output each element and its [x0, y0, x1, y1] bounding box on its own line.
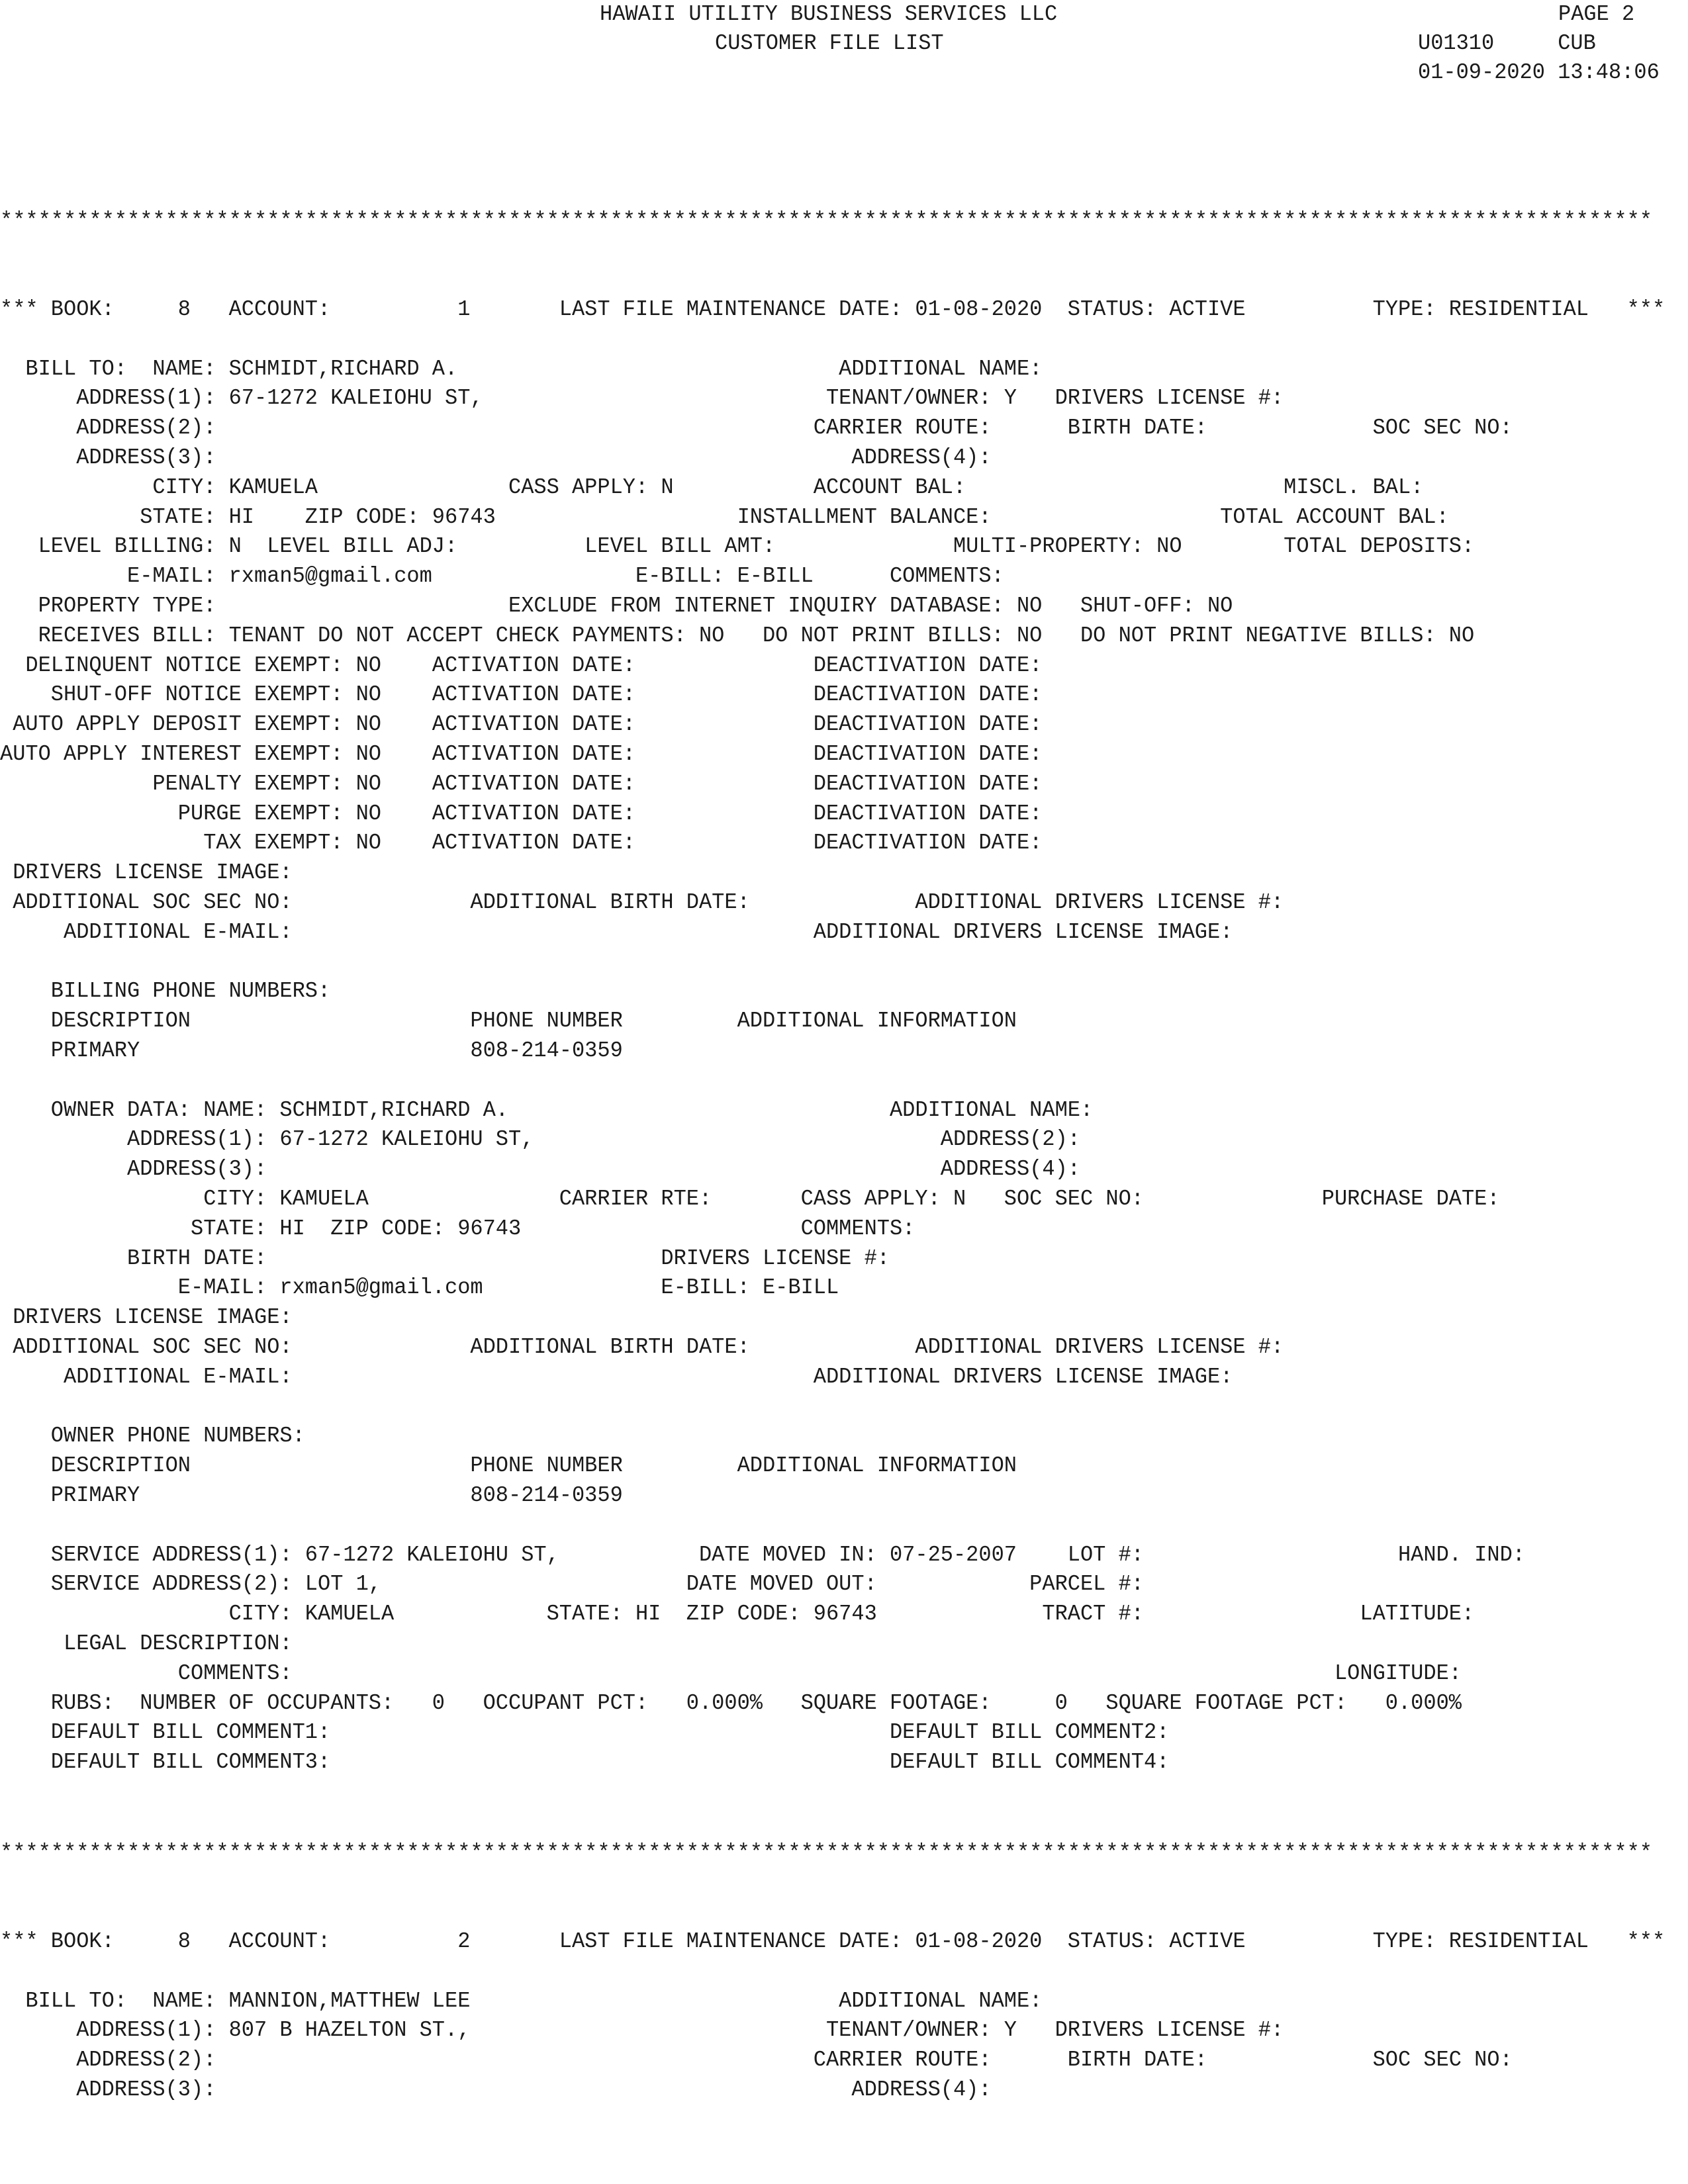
record-line: RECEIVES BILL: TENANT DO NOT ACCEPT CHECK PAYMENTS: NO DO NOT PRINT BILLS: NO DO NOT PRINT NEGATIVE BILLS: NO [0, 623, 1475, 648]
record-line: COMMENTS: LONGITUDE: [0, 1661, 1462, 1686]
record-line: STATE: HI ZIP CODE: 96743 COMMENTS: [0, 1216, 915, 1241]
record-line: ADDITIONAL E-MAIL: ADDITIONAL DRIVERS LICENSE IMAGE: [0, 1364, 1233, 1389]
record-line: ADDITIONAL E-MAIL: ADDITIONAL DRIVERS LICENSE IMAGE: [0, 919, 1233, 944]
record-line: ADDRESS(3): ADDRESS(4): [0, 1157, 1080, 1182]
record-line: AUTO APPLY INTEREST EXEMPT: NO ACTIVATION DATE: DEACTIVATION DATE: [0, 742, 1043, 766]
record-line: PURGE EXEMPT: NO ACTIVATION DATE: DEACTIVATION DATE: [0, 801, 1043, 826]
record-line: DRIVERS LICENSE IMAGE: [0, 860, 293, 886]
record-line: BILL TO: NAME: SCHMIDT,RICHARD A. ADDITIONAL NAME: [0, 356, 1043, 381]
record-line: ADDRESS(2): CARRIER ROUTE: BIRTH DATE: SOC SEC NO: [0, 416, 1513, 441]
company-name: HAWAII UTILITY BUSINESS SERVICES LLC [600, 2, 1058, 26]
record-line: AUTO APPLY DEPOSIT EXEMPT: NO ACTIVATION DATE: DEACTIVATION DATE: [0, 712, 1043, 737]
record-line: DEFAULT BILL COMMENT1: DEFAULT BILL COMMENT2: [0, 1720, 1170, 1745]
record-line: BILL TO: NAME: MANNION,MATTHEW LEE ADDITIONAL NAME: [0, 1988, 1043, 2013]
record-line: BIRTH DATE: DRIVERS LICENSE #: [0, 1246, 890, 1271]
record-header-line: *** BOOK: 8 ACCOUNT: 2 LAST FILE MAINTENANCE DATE: 01-08-2020 STATUS: ACTIVE TYPE: RESIDENTIAL *** [0, 1929, 1665, 1954]
record-header-line: *** BOOK: 8 ACCOUNT: 1 LAST FILE MAINTENANCE DATE: 01-08-2020 STATUS: ACTIVE TYPE: RESIDENTIAL *** [0, 297, 1665, 322]
record-line: PENALTY EXEMPT: NO ACTIVATION DATE: DEACTIVATION DATE: [0, 771, 1043, 796]
record-line: ADDRESS(2): CARRIER ROUTE: BIRTH DATE: SOC SEC NO: [0, 2048, 1513, 2073]
record-line: ADDITIONAL SOC SEC NO: ADDITIONAL BIRTH DATE: ADDITIONAL DRIVERS LICENSE #: [0, 890, 1284, 915]
record-line: ADDRESS(1): 807 B HAZELTON ST., TENANT/OWNER: Y DRIVERS LICENSE #: [0, 2018, 1284, 2043]
record-line: SHUT-OFF NOTICE EXEMPT: NO ACTIVATION DATE: DEACTIVATION DATE: [0, 682, 1043, 707]
record-line: LEGAL DESCRIPTION: [0, 1631, 293, 1656]
record-line: DESCRIPTION PHONE NUMBER ADDITIONAL INFORMATION [0, 1009, 1017, 1034]
record-line: TAX EXEMPT: NO ACTIVATION DATE: DEACTIVATION DATE: [0, 831, 1043, 856]
record-line: PRIMARY 808-214-0359 [0, 1483, 623, 1508]
record-line: OWNER DATA: NAME: SCHMIDT,RICHARD A. ADDITIONAL NAME: [0, 1097, 1094, 1122]
record-line: ADDRESS(3): ADDRESS(4): [0, 445, 992, 470]
page-number: PAGE 2 [1558, 2, 1635, 26]
record-line: PROPERTY TYPE: EXCLUDE FROM INTERNET INQUIRY DATABASE: NO SHUT-OFF: NO [0, 594, 1233, 618]
record-line: CITY: KAMUELA CASS APPLY: N ACCOUNT BAL: MISCL. BAL: [0, 475, 1424, 500]
record-line: CITY: KAMUELA CARRIER RTE: CASS APPLY: N SOC SEC NO: PURCHASE DATE: [0, 1187, 1500, 1211]
report-code: U01310 CUB [1418, 31, 1596, 56]
record-line: BILLING PHONE NUMBERS: [0, 979, 331, 1004]
run-datetime: 01-09-2020 13:48:06 [1418, 60, 1660, 85]
record-line: ADDRESS(3): ADDRESS(4): [0, 2077, 992, 2102]
record-line: ADDRESS(1): 67-1272 KALEIOHU ST, TENANT/OWNER: Y DRIVERS LICENSE #: [0, 386, 1284, 411]
record-line: RUBS: NUMBER OF OCCUPANTS: 0 OCCUPANT PCT: 0.000% SQUARE FOOTAGE: 0 SQUARE FOOTAGE PCT: 0.000% [0, 1690, 1462, 1715]
report-title: CUSTOMER FILE LIST [715, 31, 944, 56]
record-line: DELINQUENT NOTICE EXEMPT: NO ACTIVATION DATE: DEACTIVATION DATE: [0, 653, 1043, 678]
record-line: DEFAULT BILL COMMENT3: DEFAULT BILL COMMENT4: [0, 1750, 1170, 1775]
record-line: CITY: KAMUELA STATE: HI ZIP CODE: 96743 TRACT #: LATITUDE: [0, 1602, 1475, 1627]
record-line: E-MAIL: rxman5@gmail.com E-BILL: E-BILL [0, 1275, 839, 1300]
separator-line: ********************************************************************************************************************************** [0, 208, 1652, 233]
record-line: SERVICE ADDRESS(2): LOT 1, DATE MOVED OUT: PARCEL #: [0, 1572, 1144, 1597]
record-line: LEVEL BILLING: N LEVEL BILL ADJ: LEVEL BILL AMT: MULTI-PROPERTY: NO TOTAL DEPOSITS: [0, 534, 1475, 559]
record-line: ADDRESS(1): 67-1272 KALEIOHU ST, ADDRESS(2): [0, 1127, 1080, 1152]
record-line: OWNER PHONE NUMBERS: [0, 1424, 305, 1449]
separator-line: ********************************************************************************************************************************** [0, 1841, 1652, 1865]
record-line: STATE: HI ZIP CODE: 96743 INSTALLMENT BALANCE: TOTAL ACCOUNT BAL: [0, 504, 1449, 529]
record-line: PRIMARY 808-214-0359 [0, 1038, 623, 1063]
record-line: E-MAIL: rxman5@gmail.com E-BILL: E-BILL COMMENTS: [0, 564, 1004, 589]
record-line: DESCRIPTION PHONE NUMBER ADDITIONAL INFORMATION [0, 1453, 1017, 1479]
record-line: ADDITIONAL SOC SEC NO: ADDITIONAL BIRTH DATE: ADDITIONAL DRIVERS LICENSE #: [0, 1335, 1284, 1359]
record-line: SERVICE ADDRESS(1): 67-1272 KALEIOHU ST, DATE MOVED IN: 07-25-2007 LOT #: HAND. IND: [0, 1542, 1525, 1567]
record-line: DRIVERS LICENSE IMAGE: [0, 1305, 293, 1330]
